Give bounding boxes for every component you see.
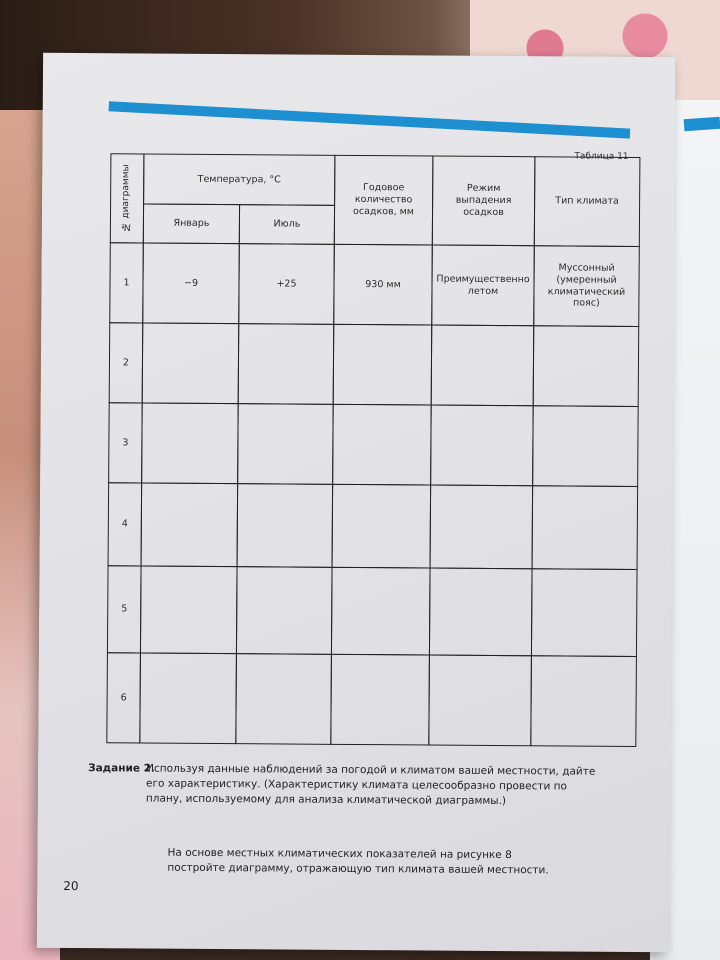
header-regime: Режим выпадения осадков [432,156,536,247]
cell-regime [431,325,535,407]
row-number: 3 [108,402,143,483]
cell-precipitation [330,654,430,746]
row-number: 1 [109,242,144,323]
cell-precipitation [333,324,433,406]
header-number [110,153,145,243]
cell-climate-type [531,568,638,657]
cell-climate-type [532,405,639,487]
cell-climate-type: Муссонный (умеренный климатический пояс) [533,245,640,327]
cell-regime [430,405,534,487]
header-january: Январь [143,204,240,245]
right-page-stripe [684,117,720,131]
cell-climate-type [533,325,640,407]
task-2-text: Используя данные наблюдений за погодой и климатом вашей местности, дайте его характеристику. (Характеристику климата целесообразно провести по плану, используемому для анализа климатической диаграммы.) [145,762,596,808]
cell-january [140,565,238,654]
task-2-label: Задание 2. [88,762,155,775]
cell-july [235,653,332,745]
row-number: 6 [106,652,141,743]
cell-precipitation [332,484,432,569]
row-number: 4 [108,482,143,566]
cell-july [237,403,334,485]
task-2 [88,761,608,808]
row-number: 2 [109,322,144,403]
header-july: Июль [239,204,335,245]
cell-january [142,323,240,405]
page-number: 20 [63,878,79,894]
cell-july: +25 [238,243,335,325]
cell-january [139,652,237,744]
cell-regime [428,655,532,747]
cell-january [141,482,239,567]
header-number-text: № диаграммы [121,164,132,232]
cell-july [238,323,335,405]
header-bar [108,101,630,138]
cell-precipitation [331,567,431,656]
cell-regime [429,568,533,657]
workbook-page [37,53,675,952]
header-temperature: Температура, °С [143,154,335,206]
table-caption: Таблица 11 [574,151,629,162]
cell-precipitation [332,404,432,486]
cell-climate-type [532,485,639,570]
cell-july [236,566,333,655]
cell-january: −9 [142,243,240,325]
header-precipitation: Годовое количество осадков, мм [334,155,434,246]
cell-precipitation: 930 мм [333,244,433,326]
row-number: 5 [107,565,142,653]
header-climate-type: Тип климата [534,156,641,247]
task-2-extra: На основе местных климатических показателей на рисунке 8 постройте диаграмму, отражающую тип климата вашей местности. [167,846,549,877]
cell-july [237,483,334,568]
cell-regime [430,485,534,570]
cell-regime: Преимущественно летом [431,245,535,327]
cell-climate-type [530,655,637,747]
climate-table [106,153,640,747]
cell-january [141,403,239,485]
